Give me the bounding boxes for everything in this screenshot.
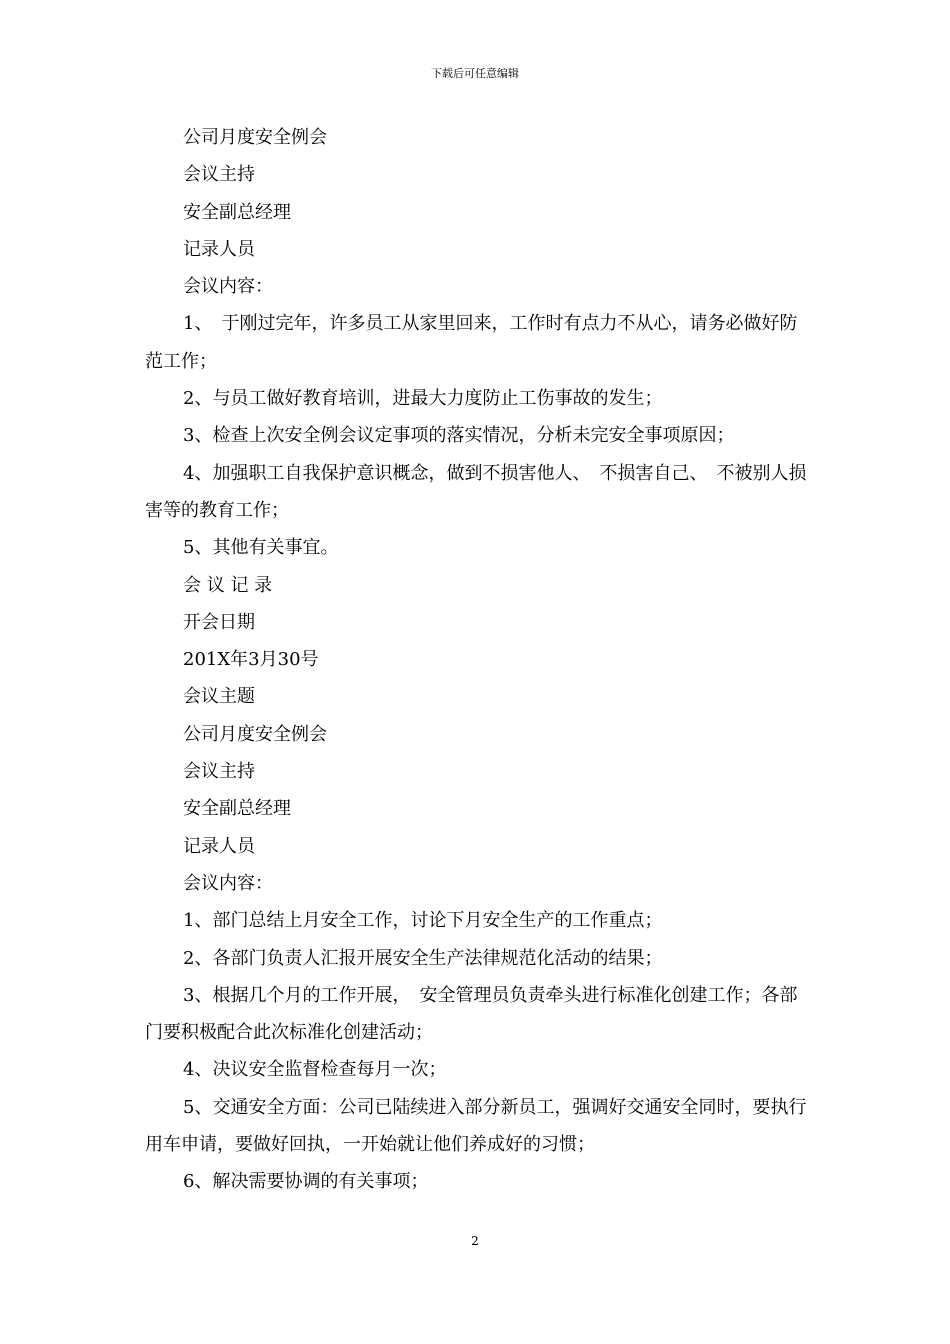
paragraph: 公司月度安全例会 <box>183 127 327 148</box>
paragraph: 会议内容： <box>183 276 273 298</box>
paragraph: 201X年3月30号 <box>183 649 319 671</box>
paragraph: 1、 于刚过完年，许多员工从家里回来，工作时有点力不从心，请务必做好防范工作； <box>145 313 798 372</box>
document-body <box>145 119 810 1201</box>
paragraph: 记录人员 <box>183 238 255 260</box>
paragraph: 公司月度安全例会 <box>183 723 327 745</box>
paragraph: 5、其他有关事宜。 <box>183 537 339 559</box>
paragraph: 安全副总经理 <box>183 798 291 820</box>
paragraph: 2、与员工做好教育培训，进最大力度防止工伤事故的发生； <box>183 388 663 410</box>
paragraph: 3、检查上次安全例会议定事项的落实情况，分析未完安全事项原因； <box>183 425 735 447</box>
paragraph: 安全副总经理 <box>183 201 291 223</box>
paragraph: 4、加强职工自我保护意识概念，做到不损害他人、 不损害自己、 不被别人损害等的教育工作； <box>145 462 807 521</box>
paragraph: 6、解决需要协调的有关事项； <box>183 1171 429 1193</box>
paragraph: 会议主题 <box>183 686 255 708</box>
paragraph: 记录人员 <box>183 835 255 857</box>
paragraph: 1、部门总结上月安全工作，讨论下月安全生产的工作重点； <box>183 910 663 932</box>
page-header: 下载后可任意编辑 <box>431 67 519 80</box>
page-number: 2 <box>471 1234 479 1248</box>
section-heading: 会 议 记 录 <box>183 574 273 596</box>
paragraph: 3、根据几个月的工作开展， 安全管理员负责牵头进行标准化创建工作；各部门要积极配合此次标准化创建活动； <box>145 984 798 1044</box>
paragraph: 会议内容： <box>183 872 273 894</box>
paragraph: 5、交通安全方面：公司已陆续进入部分新员工，强调好交通安全同时，要执行用车申请，要做好回执，一开始就让他们养成好的习惯； <box>145 1096 807 1156</box>
paragraph: 4、决议安全监督检查每月一次； <box>183 1059 447 1081</box>
paragraph: 开会日期 <box>183 611 255 633</box>
paragraph: 2、各部门负责人汇报开展安全生产法律规范化活动的结果； <box>183 947 663 969</box>
paragraph: 会议主持 <box>183 761 255 783</box>
paragraph: 会议主持 <box>183 164 255 186</box>
